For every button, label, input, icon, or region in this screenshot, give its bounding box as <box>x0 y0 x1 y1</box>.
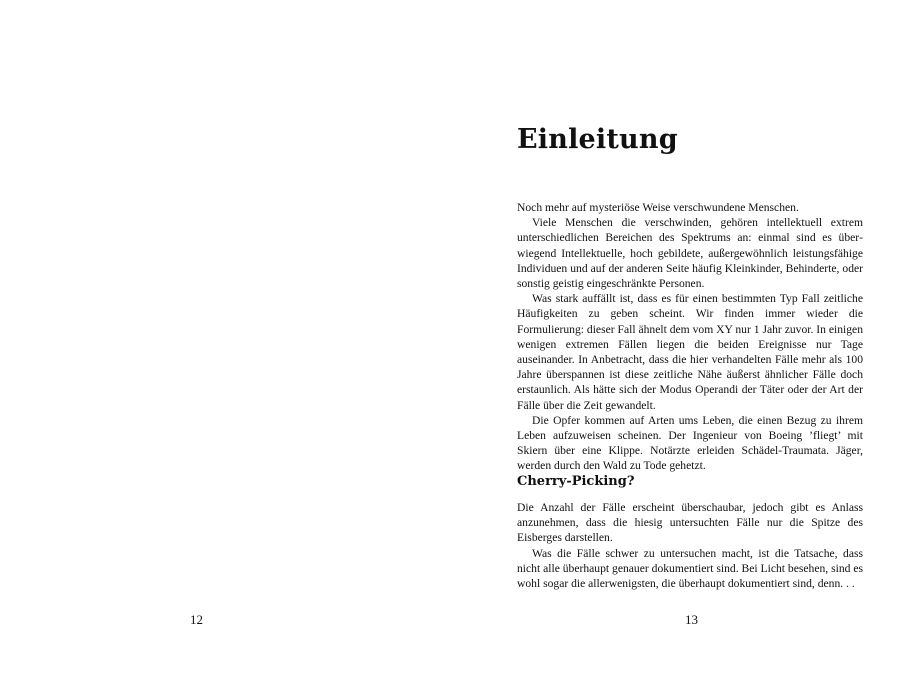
section-title: Cherry-Picking? <box>517 474 635 489</box>
page-number-right: 13 <box>685 612 698 627</box>
paragraph: Was stark auffällt ist, dass es für einen bestimmten Typ Fall zeitliche Häufigkeiten zu geben scheint. Wir finden immer wieder die Formulierung: dieser Fall ähnelt dem vom XY nur 1 Jahr zuvor. In einigen wenigen extremen Fällen liegen die beiden Ereignisse nur Tage auseinander. In Anbetracht, dass die hier verhandelten Fälle mehr als 100 Jahre überspannen ist diese zeitliche Nähe äußerst ähnlicher Fälle doch erstaunlich. Als hätte sich der Modus Operandi der Täter oder der Art der Fälle über die Zeit gewandelt. <box>517 292 863 412</box>
paragraph: Noch mehr auf mysteriöse Weise verschwundene Menschen. <box>517 201 799 214</box>
paragraph: Die Anzahl der Fälle erscheint überschaubar, jedoch gibt es Anlass anzunehmen, dass die hiesig untersuchten Fälle nur die Spitze des Eisberges darstellen. <box>517 501 863 545</box>
right-page <box>450 0 900 675</box>
page-number-left: 12 <box>190 612 203 627</box>
paragraph: Die Opfer kommen auf Arten ums Leben, die einen Bezug zu ihrem Leben aufzuweisen scheinen. Der Ingenieur von Boeing ’fliegt’ mit Skiern über eine Klippe. Notärzte erleiden Schädel-Traumata. Jäger, werden durch den Wald zu Tode gehetzt. <box>517 413 863 473</box>
paragraph: Viele Menschen die verschwinden, gehören intellektuell extrem unterschiedlichen Bereichen des Spektrums an: einmal sind es überwiegend Intellektuelle, hoch gebildete, außergewöhnlich leistungsfähige Individuen und auf der anderen Seite häufig Kleinkinder, Behinderte, oder sonstig geistig eingeschränkte Personen. <box>517 216 863 291</box>
section-text <box>517 500 863 591</box>
chapter-title: Einleitung <box>517 124 678 155</box>
intro-text <box>517 200 863 474</box>
paragraph: Was die Fälle schwer zu untersuchen macht, ist die Tatsache, dass nicht alle überhaupt genauer dokumentiert sind. Bei Licht besehen, sind es wohl sogar die allerwenigsten, die überhaupt dokumentiert sind, denn. . . <box>517 546 863 591</box>
